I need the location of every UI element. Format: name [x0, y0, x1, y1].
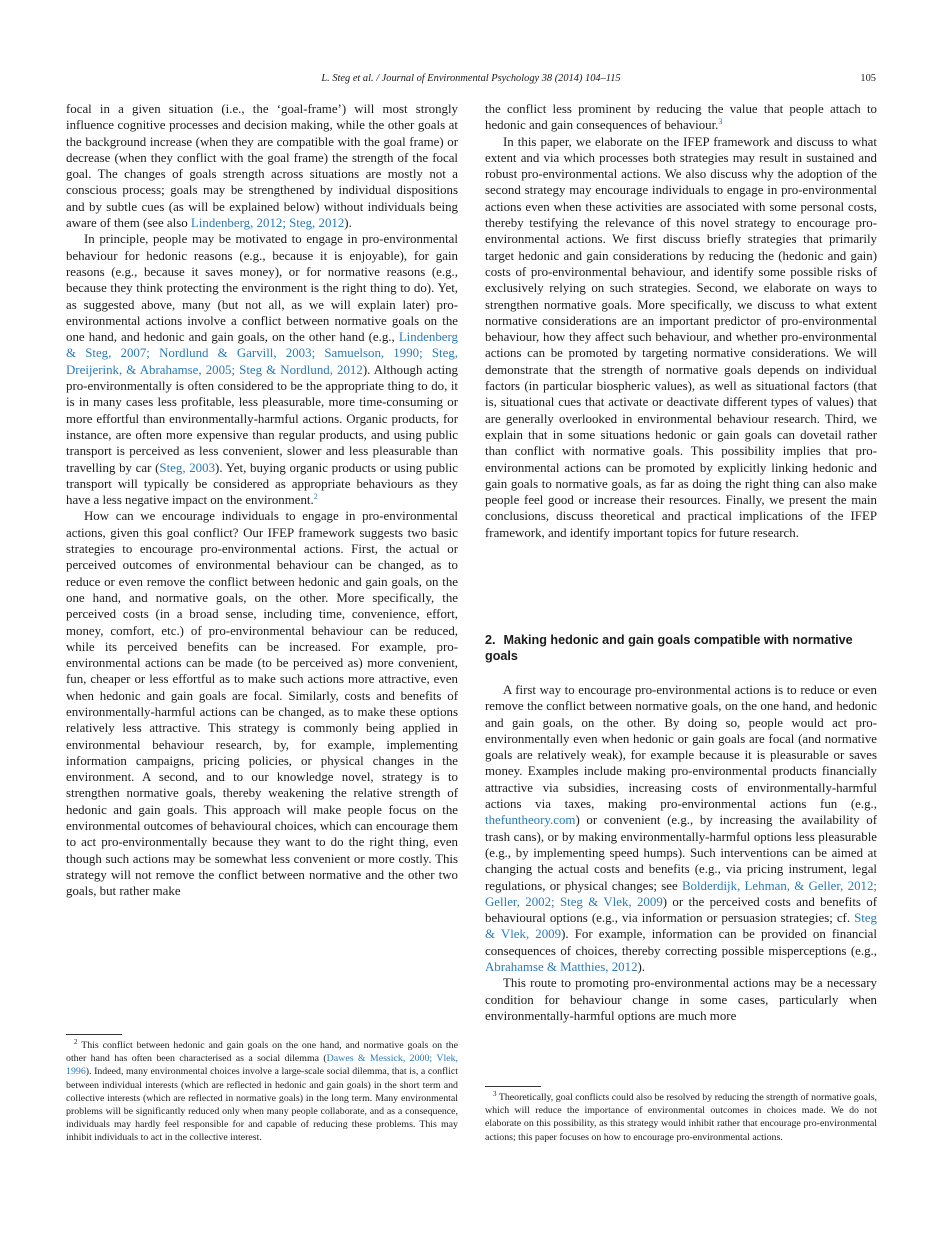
right-column-top [485, 101, 877, 541]
section-heading [485, 632, 877, 665]
paragraph: the conflict less prominent by reducing the value that people attach to hedonic and gain consequences of behaviour.$^3$ [485, 102, 877, 133]
paragraph: focal in a given situation (i.e., the ‘goal-frame’) will most strongly influence cognitive processes and decision making, while the other goals at the background increase (when they are compatible with the goal frame) or decrease (when they conflict with the goal frame) the strength of the focal goal. The changes of goals strength across situations are mostly not a conscious process; goals may be strengthened by individual dispositions and by subtle cues (as will be explained below) without individuals being aware of them (see also Lindenberg, 2012; Steg, 2012). [66, 102, 458, 231]
footnote-ref[interactable]: 3 [718, 117, 723, 127]
paragraph: In principle, people may be motivated to engage in pro-environmental behaviour for hedonic reasons (e.g., because it is enjoyable), for gain reasons (e.g., because it saves money), or for normative reasons (e.g., because they think protecting the environment is the right thing to do). Yet, as suggested above, many (but not all, as we will explain later) pro-environmental actions involve a conflict between normative goals on the one hand, and hedonic and gain goals, on the other hand (e.g., Lindenberg & Steg, 2007; Nordlund & Garvill, 2003; Samuelson, 1990; Steg, Dreijerink, & Abrahamse, 2005; Steg & Nordlund, 2012). Although acting pro-environmentally is often considered to be the appropriate thing to do, it is in many cases less profitable, less pleasurable, more time-consuming or more effortful than environmentally-harmful actions. Organic products, for instance, are often more expensive than regular products, and using public transport is perceived as less convenient, slower and less pleasurable than travelling by car (Steg, 2003). Yet, buying organic products or using public transport will typically be considered as appropriate behaviours as they have a less negative impact on the environment.$^2$ [66, 232, 458, 508]
web-link[interactable]: thefuntheory.com [485, 813, 576, 828]
footnote-rule [66, 1034, 122, 1035]
page-number: 105 [860, 73, 876, 84]
left-column [66, 101, 458, 900]
citation-link[interactable]: Lindenberg, 2012; Steg, 2012 [190, 216, 345, 231]
footnote-mark: 3 [493, 1090, 497, 1098]
footnote-rule [485, 1086, 541, 1087]
footnote-2: $^2$ This conflict between hedonic and gain goals on the one hand, and normative goals on the other hand has often been characterised as a social dilemma (Dawes & Messick, 2000; Vlek, 1996). Indeed, many environmental choices involve a large-scale social dilemma, that is, a conflict between individual interests (which are reflected in hedonic and gain goals) in the short term and collective interests (which are reflected in normative goals) in the long term. Many environmental problems will be significantly reduced only when many people collaborate, and as a consequence, individuals may hardly feel responsible for and capable of reducing these problems. This may inhibit individuals to act in the collective interest. [66, 1038, 458, 1144]
paragraph: A first way to encourage pro-environmental actions is to reduce or even remove the conflict between normative goals, on the one hand, and hedonic and gain goals, on the other. By doing so, people would act pro-environmentally even when hedonic or gain goals are focal (and normative goals are relatively weak), for example because it is pleasurable or saves money. Examples include making pro-environmental products financially attractive via subsidies, increasing costs of environmentally-harmful actions via taxes, making pro-environmental actions fun (e.g., thefuntheory.com) or convenient (e.g., by increasing the availability of trash cans), or by making environmentally-harmful options less pleasurable (e.g., by implementing speed humps). Such interventions can be aimed at changing the actual costs and benefits (e.g., via pricing instrument, legal regulations, or physical changes; see Bolderdijk, Lehman, & Geller, 2012; Geller, 2002; Steg & Vlek, 2009) or the perceived costs and benefits of behavioural options (e.g., via information or persuasion strategies; cf. Steg & Vlek, 2009). For example, information can be provided on financial consequences of choices, thereby correcting possible misperceptions (e.g., Abrahamse & Matthies, 2012). [485, 683, 877, 975]
citation-link[interactable]: Dawes & Messick, 2000; Vlek, 1996 [66, 1053, 458, 1078]
footnote-3: $^3$ Theoretically, goal conflicts could also be resolved by reducing the strength of normative goals, which will reduce the importance of environmental outcomes in choices made. We do not elaborate on this possibility, as this strategy would inhibit rather that encourage pro-environmental actions; this paper focuses on how to encourage pro-environmental actions. [485, 1090, 878, 1143]
running-head: L. Steg et al. / Journal of Environmental Psychology 38 (2014) 104–115 [321, 73, 621, 84]
section-title: Making hedonic and gain goals compatible with normative goals [485, 633, 853, 664]
running-header [66, 73, 876, 87]
citation-link[interactable]: Bolderdijk, Lehman, & Geller, 2012; Geller, 2002; Steg & Vlek, 2009 [485, 878, 877, 909]
citation-link[interactable]: Lindenberg & Steg, 2007; Nordlund & Garvill, 2003; Samuelson, 1990; Steg, Dreijerink, & Abrahamse, 2005; Steg & Nordlund, 2012 [66, 330, 458, 377]
right-column-bottom [485, 682, 877, 1024]
paragraph: In this paper, we elaborate on the IFEP framework and discuss to what extent and via which processes both strategies may result in sustained and robust pro-environmental actions. We also discuss why the adoption of the second strategy may encourage individuals to engage in pro-environmental actions even when these activities are associated with some personal costs, thereby testifying the relevance of this novel strategy to encourage pro-environmental actions. We first discuss briefly strategies that primarily target hedonic and gain considerations by reducing the (hedonic and gain) costs of pro-environmental behaviour, and identify some possible risks of exclusively relying on such strategies. Second, we elaborate on ways to strengthen normative goals. More specifically, we discuss to what extent normative considerations are an important predictor of pro-environmental behaviour, how they affect such behaviour, and whether pro-environmental actions can be promoted by targeting normative considerations. We will demonstrate that the strength of normative goals depends on individual factors (in particular biospheric values), as well as situational factors (that is, situational cues that activate or deactivate different types of values) that are generally overlooked in environmental behaviour research. Third, we explain that in some situations hedonic or gain goals can dovetail rather than conflict with normative goals. This possibility implies that pro-environmental actions can be promoted by explicitly linking hedonic and gain goals to normative goals, as far as doing the right thing can also make people feel good or increase their resources. Finally, we present the main conclusions, discuss theoretical and practical implications of the IFEP framework, and identify important topics for future research. [485, 134, 877, 540]
paragraph: How can we encourage individuals to engage in pro-environmental actions, given this goal conflict? Our IFEP framework suggests two basic strategies to encourage pro-environmental actions. First, the actual or perceived outcomes of environmental behaviour can be changed, as to reduce or even remove the conflict between hedonic and gain goals, on the one hand, and normative goals, on the other. More specifically, the perceived costs (in a broad sense, including time, convenience, effort, money, comfort, etc.) of pro-environmental behaviour can be reduced, while its perceived benefits can be increased. For example, pro-environmental actions can be made (to be perceived as) more convenient, fun, cheaper or less effortful as to make such actions more attractive, even when hedonic and gain goals are focal. Similarly, costs and benefits of environmentally-harmful actions can be changed, as to make these options relatively less attractive. This strategy is commonly being applied in environmental behaviour research, by, for example, implementing information campaigns, pricing policies, or physical changes in the environment. A second, and to our knowledge novel, strategy is to strengthen normative goals, thereby weakening the relative strength of hedonic and gain goals. This approach will make people focus on the environmental outcomes of behavioural choices, which can encourage them to act pro-environmentally because they want to do the right thing, even though such actions may be somewhat less convenient or more costly. This strategy will not remove the conflict between normative and the other two goals, but rather make [66, 509, 458, 899]
paragraph: This route to promoting pro-environmental actions may be a necessary condition for behaviour change in some cases, particularly when environmentally-harmful options are much more [485, 976, 877, 1023]
citation-link[interactable]: Abrahamse & Matthies, 2012 [485, 960, 638, 975]
section-number: 2. [485, 633, 496, 647]
citation-link[interactable]: Steg, 2003 [159, 460, 216, 475]
citation-link[interactable]: Steg & Vlek, 2009 [485, 911, 877, 942]
footnote-mark: 2 [74, 1038, 78, 1046]
footnote-ref[interactable]: 2 [313, 492, 318, 502]
